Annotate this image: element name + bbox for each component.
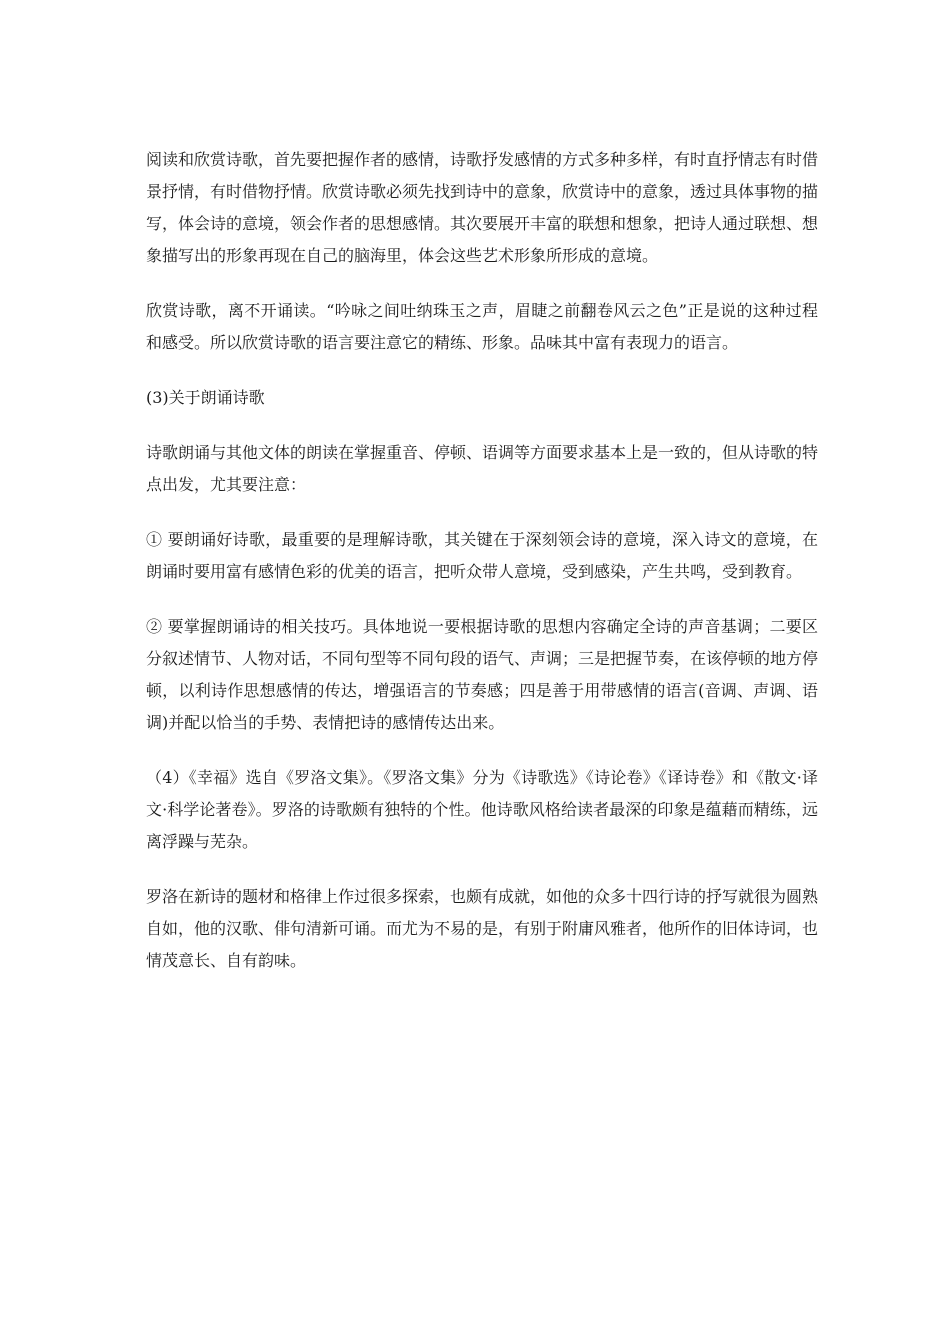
section-heading-recitation: (3)关于朗诵诗歌 [146, 388, 265, 407]
paragraph-point-1: ① 要朗诵好诗歌，最重要的是理解诗歌，其关键在于深刻领会诗的意境，深入诗文的意境，在朗诵时要用富有感情色彩的优美的语言，把听众带人意境，受到感染，产生共鸣，受到教育。 [146, 530, 818, 581]
paragraph-luoluo-poetry: 罗洛在新诗的题材和格律上作过很多探索，也颇有成就，如他的众多十四行诗的抒写就很为圆熟自如，他的汉歌、俳句清新可诵。而尤为不易的是，有别于附庸风雅者，他所作的旧体诗词，也情茂意长、自有韵味。 [146, 887, 819, 970]
paragraph-recitation-intro: 欣赏诗歌，离不开诵读。“吟咏之间吐纳珠玉之声，眉睫之前翻卷风云之色”正是说的这种过程和感受。所以欣赏诗歌的语言要注意它的精练、形象。品味其中富有表现力的语言。 [146, 301, 818, 352]
paragraph-point-2: ② 要掌握朗诵诗的相关技巧。具体地说一要根据诗歌的思想内容确定全诗的声音基调；二要区分叙述情节、人物对话，不同句型等不同句段的语气、声调；三是把握节奏，在该停顿的地方停顿，以利诗作思想感情的传达，增强语言的节奏感；四是善于用带感情的语言(音调、声调、语调)并配以恰当的手势、表情把诗的感情传达出来。 [146, 617, 819, 732]
paragraph-appreciation: 阅读和欣赏诗歌，首先要把握作者的感情，诗歌抒发感情的方式多种多样，有时直抒情志有时借景抒情，有时借物抒情。欣赏诗歌必须先找到诗中的意象，欣赏诗中的意象，透过具体事物的描写，体会诗的意境，领会作者的思想感情。其次要展开丰富的联想和想象，把诗人通过联想、想象描写出的形象再现在自己的脑海里，体会这些艺术形象所形成的意境。 [146, 150, 819, 265]
paragraph-recitation-requirements: 诗歌朗诵与其他文体的朗读在掌握重音、停顿、语调等方面要求基本上是一致的，但从诗歌的特点出发，尤其要注意： [146, 443, 819, 494]
document-body [146, 144, 818, 1000]
paragraph-section-4: （4）《幸福》选自《罗洛文集》。《罗洛文集》分为《诗歌选》《诗论卷》《译诗卷》和《散文·译文·科学论著卷》。罗洛的诗歌颇有独特的个性。他诗歌风格给读者最深的印象是蕴藉而精练，远离浮躁与芜杂。 [146, 768, 818, 851]
